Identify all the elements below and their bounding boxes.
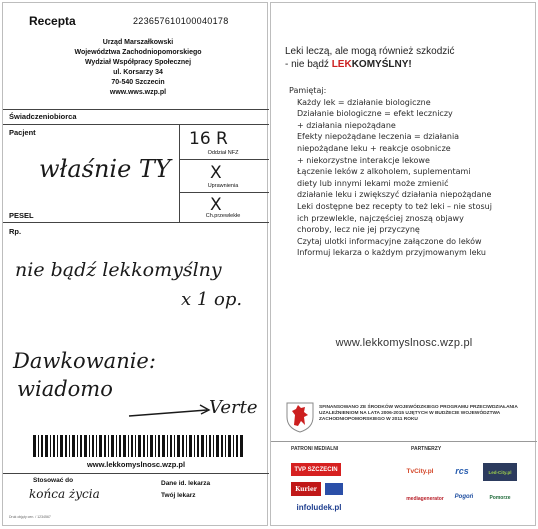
print-note: Druk objęty cen. / 1234567 (9, 515, 51, 519)
patient-label: Pacjent (9, 128, 36, 137)
valid-until-label: Stosować do (33, 477, 74, 484)
advice-item: Łączenie leków z alkoholem, suplementami (297, 167, 471, 177)
advice-item: + niekorzystne interakcje lekowe (297, 155, 430, 165)
advice-list (289, 85, 534, 259)
divider (271, 441, 537, 442)
infoludek-logo: infoludek.pl (296, 502, 342, 512)
prescription-url: www.lekkomyslnosc.wzp.pl (86, 460, 186, 469)
kurier-logo: Kurier (291, 482, 321, 496)
headline-brand-rest: KOMYŚLNY! (351, 59, 412, 70)
advice-item: ich przewlekle, najczęściej znoszą objawy (297, 213, 464, 223)
doctor-id-label: Dane id. lekarza (161, 480, 211, 487)
griffin-crest-icon (285, 401, 315, 433)
issuer-line: ul. Korsarzy 34 (113, 69, 163, 76)
advice-item: Czytaj ulotki informacyjne załączone do leków (297, 236, 482, 246)
issuer-line: Województwa Zachodniopomorskiego (74, 49, 202, 56)
dosage-value: wiadomo (17, 377, 113, 401)
prescription-title: Recepta (29, 14, 76, 28)
media-logo-small (325, 483, 343, 495)
drug-name: nie bądź lekkomyślny (15, 259, 222, 281)
advice-item: choroby, lecz nie jej przyczynę (297, 225, 420, 235)
issuer-line: Urząd Marszałkowski (102, 39, 174, 46)
pesel-label: PESEL (9, 211, 34, 220)
pogon-logo: Pogoń (454, 494, 474, 500)
prescription-page (2, 2, 268, 526)
chronic-value: X (210, 195, 222, 215)
drug-quantity: x 1 op. (181, 289, 243, 310)
advice-item: Efekty niepożądane leczenia = działania (297, 132, 460, 142)
box-divider (179, 192, 269, 193)
prescription-number: 223657610100040178 (133, 16, 229, 26)
issuer-line: www.wws.wzp.pl (109, 89, 167, 96)
divider (3, 124, 269, 125)
remember-label: Pamiętaj: (289, 86, 327, 95)
leaflet-page (270, 2, 536, 526)
advice-item: Informuj lekarza o każdym przyjmowanym leku (297, 248, 486, 258)
tvp-logo: TVP SZCZECIN (291, 463, 341, 476)
dosage-label: Dawkowanie: (13, 349, 156, 373)
tvcity-logo: TvCity.pl (406, 467, 434, 475)
advice-item: działanie leku i zwiększyć działania niepożądane (297, 190, 492, 200)
advice-item: Leki dostępne bez recepty to też leki – nie stosuj (297, 201, 492, 211)
divider (3, 222, 269, 223)
advice-item: niepożądane leku + reakcje osobnicze (297, 143, 451, 153)
divider (3, 473, 269, 474)
rp-label: Rp. (9, 227, 22, 236)
rcs-logo: rcs (455, 466, 469, 476)
headline-brand-red: LEK (331, 59, 352, 70)
arrow-icon (127, 403, 215, 421)
valid-until-value: końca życia (29, 487, 100, 501)
mediagenerator-logo: mediagenerator (406, 496, 444, 502)
box-divider (179, 124, 180, 222)
divider (3, 109, 269, 110)
issuer-line: Wydział Współpracy Społecznej (84, 59, 192, 66)
nfz-value: 16 R (189, 129, 228, 149)
partners-label: PARTNERZY (411, 446, 442, 452)
doctor-value: Twój lekarz (161, 492, 196, 499)
media-patrons-label: PATRONI MEDIALNI (291, 446, 339, 452)
advice-item: Działanie biologiczne = efekt leczniczy (297, 109, 453, 119)
permissions-value: X (210, 163, 222, 183)
verte-label: Verte (209, 397, 258, 418)
leaflet-url: www.lekkomyslnosc.wzp.pl (335, 337, 473, 349)
funding-text: SFINANSOWANO ZE ŚRODKÓW WOJEWÓDZKIEGO PROGRAMU PRZECIWDZIAŁANIA UZALEŻNIENIOM NA LATA 2006-2015 UJĘTYCH W BUDŻECIE WOJEWÓDZTWA ZACHODNIOPOMORSKIEGO W 2011 ROKU (319, 405, 518, 423)
advice-item: diety lub innymi lekami może zmienić (297, 178, 449, 188)
box-divider (179, 159, 269, 160)
advice-item: + działania niepożądane (297, 120, 396, 130)
issuer-block (43, 38, 233, 98)
headline-line-2 (285, 58, 530, 71)
chronic-label: Ch.przewlekłe (205, 213, 241, 219)
nfz-label: Oddział NFZ (207, 150, 239, 156)
ledcity-logo: Led-City.pl (483, 463, 517, 481)
provider-label: Świadczeniobiorca (9, 112, 77, 121)
headline-prefix: - nie bądź (285, 59, 332, 70)
issuer-line: 70-540 Szczecin (111, 79, 165, 86)
pomorze-logo: Pomorze (489, 495, 511, 501)
advice-item: Każdy lek = działanie biologiczne (297, 97, 431, 107)
permissions-label: Uprawnienia (207, 183, 239, 189)
leaflet-headline (285, 45, 530, 71)
headline-line-1: Leki leczą, ale mogą również szkodzić (285, 46, 455, 57)
barcode (33, 435, 243, 457)
patient-value: właśnie TY (39, 155, 171, 183)
